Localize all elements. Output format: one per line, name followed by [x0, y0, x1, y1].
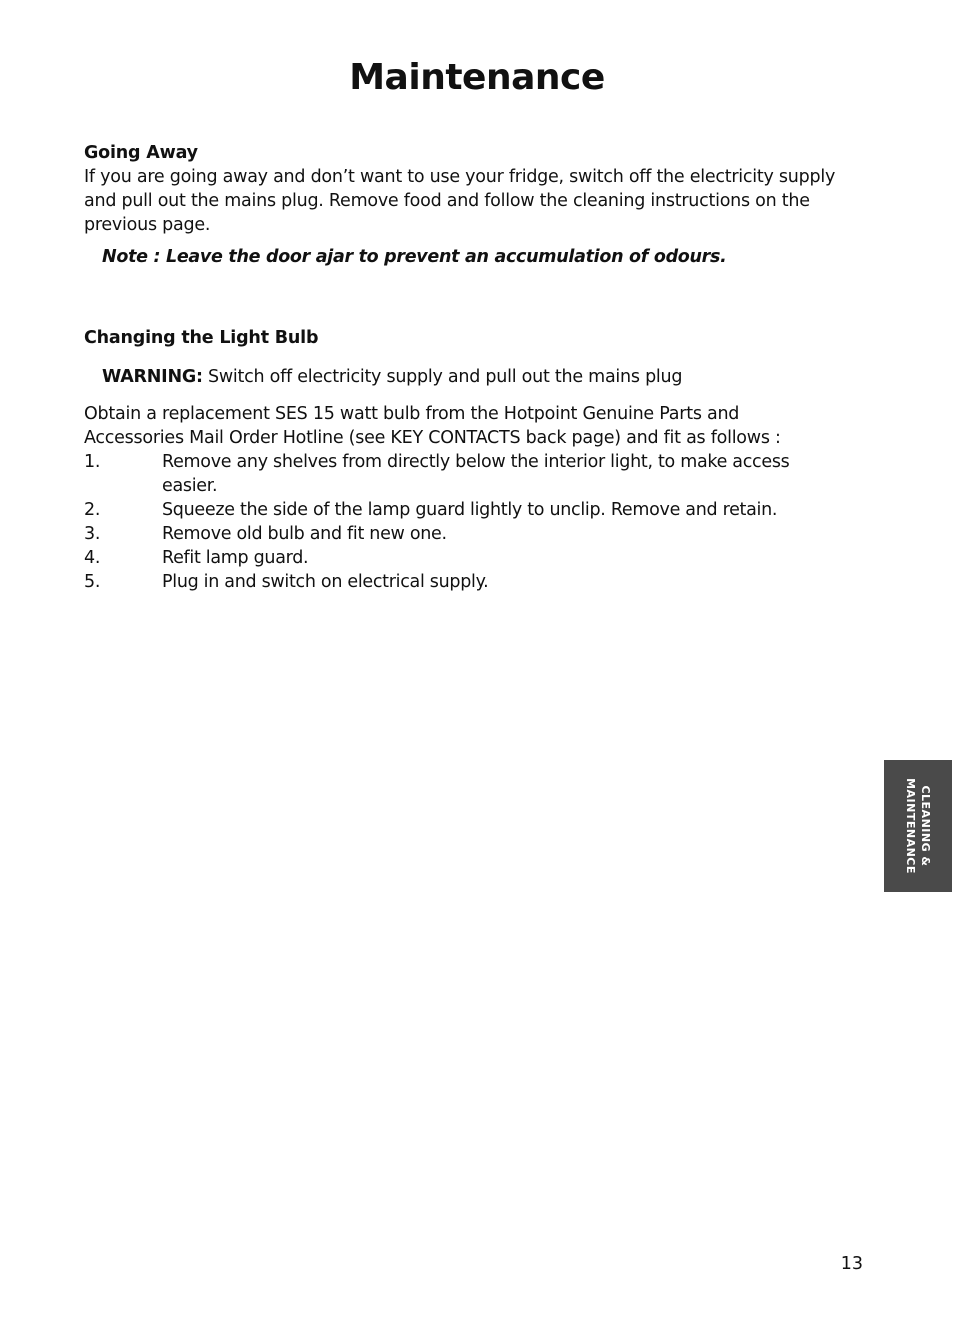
warning-line — [102, 365, 682, 389]
light-bulb-intro: Obtain a replacement SES 15 watt bulb from the Hotpoint Genuine Parts and Accessories Mail Order Hotline (see KEY CONTACTS back page) and fit as follows : — [84, 404, 781, 448]
going-away-heading: Going Away — [84, 143, 198, 163]
step-number: 4. — [84, 548, 101, 568]
steps-list — [84, 450, 844, 594]
section-side-tab — [884, 760, 952, 892]
step-text: Squeeze the side of the lamp guard lightly to unclip. Remove and retain. — [162, 500, 778, 520]
list-item — [84, 546, 844, 570]
list-item — [84, 570, 844, 594]
step-number: 2. — [84, 500, 101, 520]
list-item — [84, 450, 844, 498]
page-title: Maintenance — [349, 57, 605, 98]
warning-text: Switch off electricity supply and pull out the mains plug — [202, 367, 683, 387]
list-item — [84, 498, 844, 522]
page-number: 13 — [840, 1254, 863, 1274]
step-number: 1. — [84, 452, 101, 472]
step-text: Plug in and switch on electrical supply. — [162, 572, 489, 592]
side-tab-label: CLEANING & MAINTENANCE — [904, 778, 932, 874]
step-text: Refit lamp guard. — [162, 548, 309, 568]
light-bulb-heading: Changing the Light Bulb — [84, 328, 319, 348]
step-text: Remove any shelves from directly below the interior light, to make access easier. — [162, 452, 790, 496]
list-item — [84, 522, 844, 546]
step-number: 3. — [84, 524, 101, 544]
step-number: 5. — [84, 572, 101, 592]
warning-label: WARNING: — [102, 367, 203, 387]
going-away-note: Note : Leave the door ajar to prevent an accumulation of odours. — [102, 247, 727, 267]
going-away-body: If you are going away and don’t want to use your fridge, switch off the electricity supply and pull out the mains plug. Remove food and follow the cleaning instructions on the previous page. — [84, 167, 836, 235]
step-text: Remove old bulb and fit new one. — [162, 524, 447, 544]
